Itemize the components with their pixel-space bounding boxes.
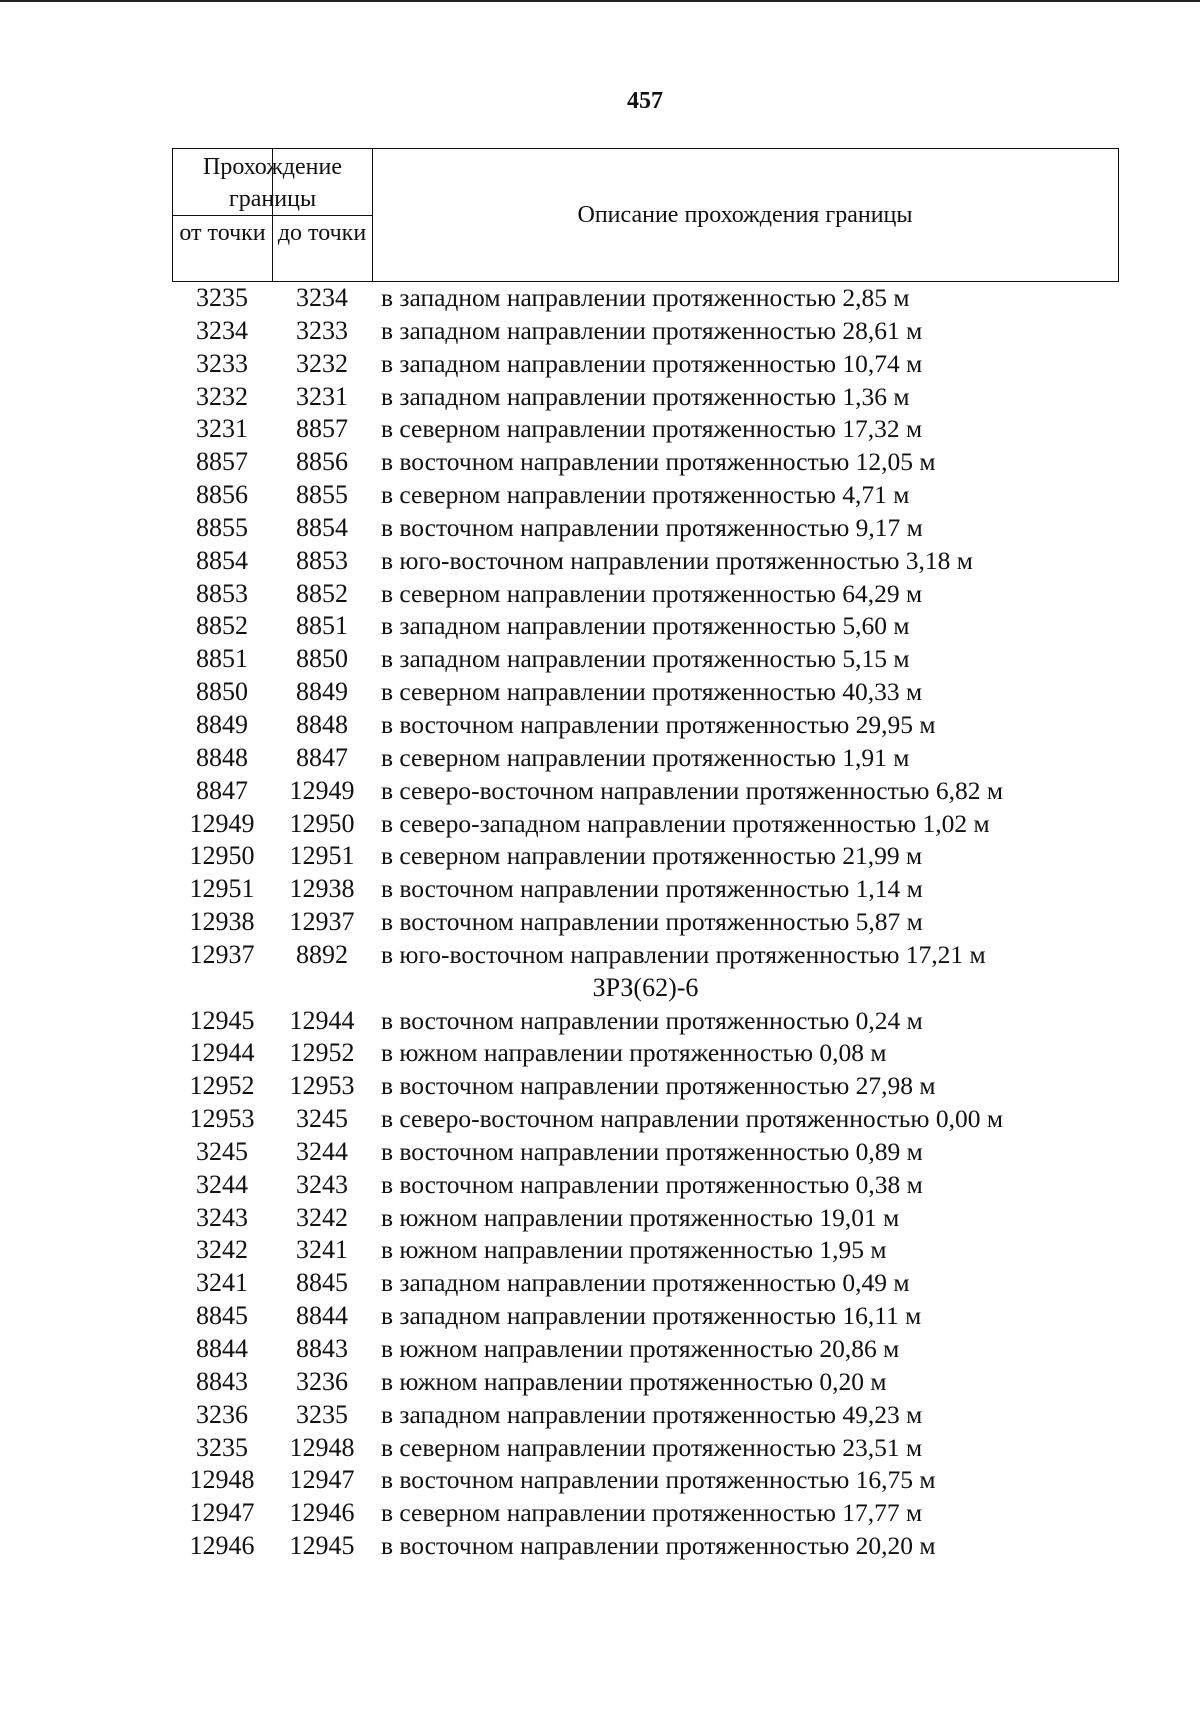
table-row (172, 315, 1119, 348)
to-point: 3232 (296, 348, 348, 378)
from-point: 12938 (189, 907, 255, 937)
table-row (172, 1005, 1119, 1038)
table-row (172, 1464, 1119, 1497)
from-point: 8857 (196, 447, 248, 477)
table-row (172, 1070, 1119, 1103)
boundary-description: в восточном направлении протяженностью 0,89 м (381, 1136, 923, 1166)
table-row (172, 1300, 1119, 1333)
from-point: 12952 (189, 1071, 255, 1101)
table-row (172, 1169, 1119, 1202)
header-subdivider (173, 215, 372, 216)
from-point: 8850 (196, 677, 248, 707)
to-point: 8844 (296, 1301, 348, 1331)
table-row (172, 282, 1119, 315)
table-row (172, 1234, 1119, 1267)
from-point: 3232 (196, 381, 248, 411)
table-row (172, 1103, 1119, 1136)
to-point: 8856 (296, 447, 348, 477)
from-point: 12951 (189, 874, 255, 904)
to-point: 12948 (289, 1432, 355, 1462)
from-point: 3234 (196, 315, 248, 345)
to-point: 8853 (296, 545, 348, 575)
from-point: 3231 (196, 414, 248, 444)
table-row (172, 1497, 1119, 1530)
boundary-description: в западном направлении протяженностью 5,60 м (381, 611, 910, 641)
from-point: 3241 (196, 1268, 248, 1298)
to-point: 8845 (296, 1268, 348, 1298)
from-point: 3235 (196, 283, 248, 312)
page-number: 457 (627, 88, 663, 114)
table-row (172, 775, 1119, 808)
boundary-description: в западном направлении протяженностью 28,61 м (381, 315, 923, 345)
boundary-description: в северо-западном направлении протяженностью 1,02 м (381, 808, 990, 838)
to-point: 3235 (296, 1399, 348, 1429)
from-point: 12950 (189, 841, 255, 871)
table-row (172, 1333, 1119, 1366)
boundary-description: в южном направлении протяженностью 19,01 м (381, 1202, 900, 1232)
to-point: 12937 (289, 907, 355, 937)
from-point: 12949 (189, 808, 255, 838)
boundary-description: в южном направлении протяженностью 0,08 м (381, 1038, 887, 1068)
to-point: 12952 (289, 1038, 355, 1068)
from-point: 12944 (189, 1038, 255, 1068)
from-point: 8852 (196, 611, 248, 641)
table-row (172, 1136, 1119, 1169)
to-point: 8851 (296, 611, 348, 641)
table-row (172, 939, 1119, 972)
to-point: 8852 (296, 578, 348, 608)
table-row (172, 742, 1119, 775)
to-point: 12938 (289, 874, 355, 904)
to-point: 8849 (296, 677, 348, 707)
to-point: 8892 (296, 939, 348, 969)
from-point: 12953 (189, 1104, 255, 1134)
boundary-description: в северном направлении протяженностью 21,99 м (381, 841, 923, 871)
boundary-description: в восточном направлении протяженностью 12,05 м (381, 447, 936, 477)
to-point: 3233 (296, 315, 348, 345)
from-point: 12937 (189, 939, 255, 969)
boundary-rows (172, 282, 1119, 1563)
table-row (172, 545, 1119, 578)
table-row (172, 1432, 1119, 1465)
from-point: 3236 (196, 1399, 248, 1429)
table-row (172, 906, 1119, 939)
to-point: 3243 (296, 1169, 348, 1199)
from-point: 3233 (196, 348, 248, 378)
table-row (172, 676, 1119, 709)
boundary-description: в западном направлении протяженностью 1,36 м (381, 381, 910, 411)
to-point: 8857 (296, 414, 348, 444)
to-point: 12953 (289, 1071, 355, 1101)
header-group-title: Прохождение границы (202, 154, 342, 212)
header-description-title: Описание прохождения границы (577, 202, 913, 228)
from-point: 12948 (189, 1465, 255, 1495)
table-row (172, 1399, 1119, 1432)
boundary-description: в восточном направлении протяженностью 20,20 м (381, 1531, 936, 1561)
from-point: 3245 (196, 1136, 248, 1166)
boundary-description: в восточном направлении протяженностью 27,98 м (381, 1071, 936, 1101)
table-row (172, 413, 1119, 446)
to-point: 12950 (289, 808, 355, 838)
boundary-description: в северном направлении протяженностью 64,29 м (381, 578, 923, 608)
boundary-description: в северном направлении протяженностью 17,77 м (381, 1498, 923, 1528)
boundary-description: в восточном направлении протяженностью 5,87 м (381, 907, 923, 937)
section-title (172, 972, 1119, 1005)
to-point: 12944 (289, 1005, 355, 1035)
to-point: 8854 (296, 512, 348, 542)
to-point: 12949 (289, 775, 355, 805)
boundary-description: в северном направлении протяженностью 1,91 м (381, 742, 910, 772)
to-point: 12951 (289, 841, 355, 871)
to-point: 8850 (296, 644, 348, 674)
from-point: 12945 (189, 1005, 255, 1035)
from-point: 8855 (196, 512, 248, 542)
table-row (172, 873, 1119, 906)
header-from-label: от точки (179, 220, 266, 246)
boundary-description: в западном направлении протяженностью 16,11 м (381, 1301, 922, 1331)
to-point: 3245 (296, 1104, 348, 1134)
from-point: 8854 (196, 545, 248, 575)
table-row (172, 709, 1119, 742)
table-row (172, 479, 1119, 512)
boundary-description: в восточном направлении протяженностью 0,38 м (381, 1169, 923, 1199)
to-point: 3241 (296, 1235, 348, 1265)
boundary-description: в северном направлении протяженностью 4,71 м (381, 480, 910, 510)
to-point: 8847 (296, 742, 348, 772)
to-point: 3244 (296, 1136, 348, 1166)
to-point: 3231 (296, 381, 348, 411)
table-row (172, 643, 1119, 676)
boundary-description: в западном направлении протяженностью 2,85 м (381, 283, 910, 312)
from-point: 3242 (196, 1235, 248, 1265)
from-point: 8845 (196, 1301, 248, 1331)
table-row (172, 840, 1119, 873)
table-row (172, 1037, 1119, 1070)
boundary-description: в восточном направлении протяженностью 16,75 м (381, 1465, 936, 1495)
to-point: 12946 (289, 1498, 355, 1528)
to-point: 3242 (296, 1202, 348, 1232)
boundary-description: в юго-восточном направлении протяженностью 3,18 м (381, 545, 973, 575)
to-point: 8855 (296, 480, 348, 510)
to-point: 12945 (289, 1531, 355, 1561)
section-label: ЗРЗ(62)-6 (592, 972, 699, 1002)
table-row (172, 1202, 1119, 1235)
from-point: 8849 (196, 709, 248, 739)
top-border-line (0, 0, 1200, 2)
boundary-description: в западном направлении протяженностью 49,23 м (381, 1399, 923, 1429)
from-point: 12947 (189, 1498, 255, 1528)
table-row (172, 381, 1119, 414)
table-row (172, 610, 1119, 643)
boundary-description: в восточном направлении протяженностью 29,95 м (381, 709, 936, 739)
boundary-description: в южном направлении протяженностью 20,86 м (381, 1334, 900, 1363)
boundary-description: в западном направлении протяженностью 0,49 м (381, 1268, 910, 1298)
boundary-description: в западном направлении протяженностью 5,15 м (381, 644, 910, 674)
from-point: 12946 (189, 1531, 255, 1561)
boundary-description: в юго-восточном направлении протяженностью 17,21 м (381, 939, 986, 969)
boundary-description: в северном направлении протяженностью 17,32 м (381, 414, 923, 444)
boundary-description: в северном направлении протяженностью 23,51 м (381, 1432, 923, 1462)
to-point: 12947 (289, 1465, 355, 1495)
to-point: 3234 (296, 283, 348, 312)
from-point: 8847 (196, 775, 248, 805)
from-point: 3243 (196, 1202, 248, 1232)
table-header (172, 148, 1119, 282)
boundary-description: в северном направлении протяженностью 40,33 м (381, 677, 923, 707)
table-row (172, 1366, 1119, 1399)
from-point: 8844 (196, 1334, 248, 1363)
from-point: 3235 (196, 1432, 248, 1462)
boundary-description: в западном направлении протяженностью 10,74 м (381, 348, 923, 378)
table-row (172, 1530, 1119, 1563)
from-point: 8848 (196, 742, 248, 772)
table-row (172, 808, 1119, 841)
from-point: 8843 (196, 1366, 248, 1396)
from-point: 8856 (196, 480, 248, 510)
boundary-description: в восточном направлении протяженностью 1,14 м (381, 874, 923, 904)
table-row (172, 512, 1119, 545)
table-row (172, 1267, 1119, 1300)
table-row (172, 578, 1119, 611)
to-point: 3236 (296, 1366, 348, 1396)
table-row (172, 348, 1119, 381)
boundary-description: в южном направлении протяженностью 0,20 м (381, 1366, 887, 1396)
from-point: 8853 (196, 578, 248, 608)
boundary-description: в северо-восточном направлении протяженностью 0,00 м (381, 1104, 1003, 1134)
header-to-label: до точки (277, 220, 367, 246)
table-row (172, 446, 1119, 479)
boundary-description: в восточном направлении протяженностью 0,24 м (381, 1005, 923, 1035)
from-point: 8851 (196, 644, 248, 674)
boundary-description: в восточном направлении протяженностью 9,17 м (381, 512, 923, 542)
from-point: 3244 (196, 1169, 248, 1199)
to-point: 8848 (296, 709, 348, 739)
boundary-description: в южном направлении протяженностью 1,95 м (381, 1235, 887, 1265)
to-point: 8843 (296, 1334, 348, 1363)
boundary-description: в северо-восточном направлении протяженностью 6,82 м (381, 775, 1003, 805)
